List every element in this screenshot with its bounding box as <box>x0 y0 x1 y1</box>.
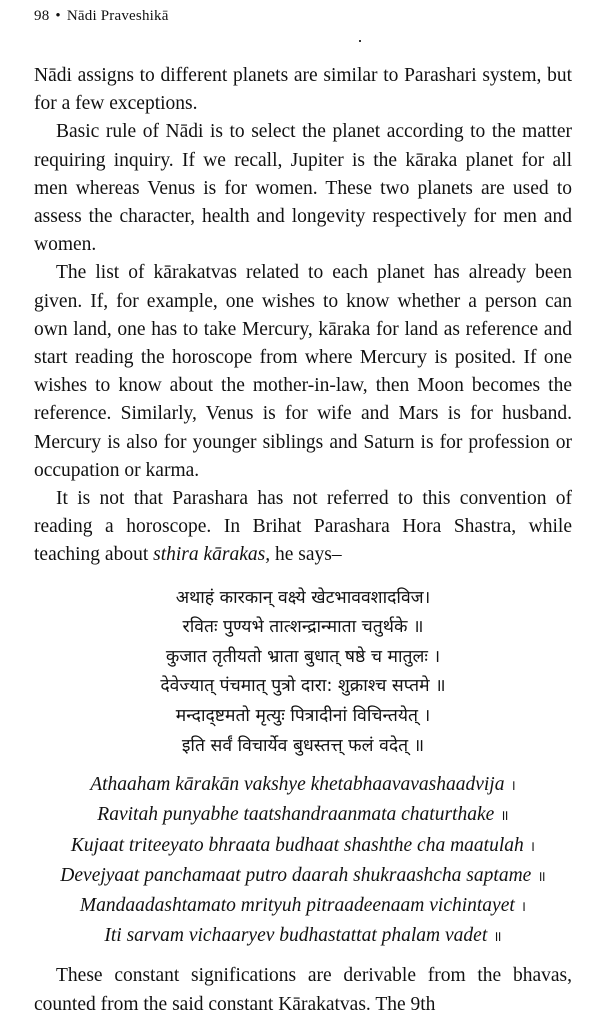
danda-mark: । <box>529 839 536 855</box>
danda-mark: ॥ <box>500 809 509 825</box>
body-text <box>34 62 572 1019</box>
transliteration-line <box>34 771 572 801</box>
transliteration-line <box>34 922 572 952</box>
transliteration-text: Devejyaat panchamaat putro daarah shukraashcha saptame <box>60 864 532 886</box>
page-number: 98 <box>34 8 50 24</box>
transliteration-line <box>34 892 572 922</box>
transliteration-text: Athaaham kārakān vakshye khetabhaavavashaadvija <box>90 774 505 796</box>
transliteration-line <box>34 862 572 892</box>
paragraph-4-text: It is not that Parashara has not referred to this convention of reading a horoscope. In Brihat Parashara Hora Shastra, while teaching about <box>34 488 572 566</box>
transliteration-text: Kujaat triteeyato bhraata budhaat shashthe cha maatulah <box>70 834 524 856</box>
verse-transliteration <box>34 771 572 952</box>
emphasis-sthira-karakas: sthira kārakas, <box>153 544 271 566</box>
transliteration-text: Iti sarvam vichaaryev budhastattat phalam vadet <box>104 925 488 947</box>
verse-line: इति सर्वं विचार्येव बुधस्तत्त् फलं वदेत् ॥ <box>181 735 425 756</box>
paragraph-3: The list of kārakatvas related to each planet has already been given. If, for example, one wishes to know whether a person can own land, one has to take Mercury, kāraka for land as reference and start reading the horoscope from where Mercury is posited. If one wishes to know about the mother-in-law, then Moon becomes the reference. Similarly, Venus is for wife and Mars is for husband. Mercury is also for younger siblings and Saturn is for profession or occupation or karma. <box>34 262 572 481</box>
sanskrit-verse <box>34 584 572 762</box>
transliteration-line <box>34 801 572 831</box>
paragraph-4-tail: he says– <box>270 544 342 566</box>
paragraph-4 <box>34 485 572 570</box>
danda-mark: । <box>520 900 527 916</box>
header-separator: • <box>55 8 61 24</box>
running-head <box>34 8 169 25</box>
paragraph-5: These constant significations are derivable from the bhavas, counted from the said constant Kārakatvas. The 9th <box>34 965 572 1015</box>
transliteration-text: Ravitah punyabhe taatshandraanmata chaturthake <box>97 804 495 826</box>
book-title: Nādi Praveshikā <box>66 8 169 24</box>
danda-mark: ॥ <box>537 869 546 885</box>
verse-line: कुजात तृतीयतो भ्राता बुधात् षष्ठे च मातुलः । <box>165 646 441 667</box>
verse-line: देवेज्यात् पंचमात् पुत्रो दारा: शुक्राश्च सप्तमे ॥ <box>160 676 446 697</box>
paragraph-2: Basic rule of Nādi is to select the planet according to the matter requiring inquiry. If we recall, Jupiter is the kāraka planet for all men whereas Venus is for women. These two planets are used to assess the character, health and longevity respectively for men and women. <box>34 121 572 256</box>
danda-mark: । <box>510 779 516 795</box>
transliteration-text: Mandaadashtamato mrityuh pitraadeenaam vichintayet <box>79 895 515 917</box>
verse-line: अथाहं कारकान् वक्ष्ये खेटभाववशादविज। <box>175 587 431 608</box>
verse-line: मन्दाद्ष्टमतो मृत्युः पित्रादीनां विचिन्तयेत् । <box>175 706 431 727</box>
verse-line: रवितः पुण्यभे तात्शन्द्रान्माता चतुर्थके ॥ <box>182 617 424 638</box>
paragraph-1: Nādi assigns to different planets are similar to Parashari system, but for a few exceptions. <box>34 65 572 115</box>
transliteration-line <box>34 832 572 862</box>
print-speck <box>359 40 361 42</box>
danda-mark: ॥ <box>493 930 502 946</box>
